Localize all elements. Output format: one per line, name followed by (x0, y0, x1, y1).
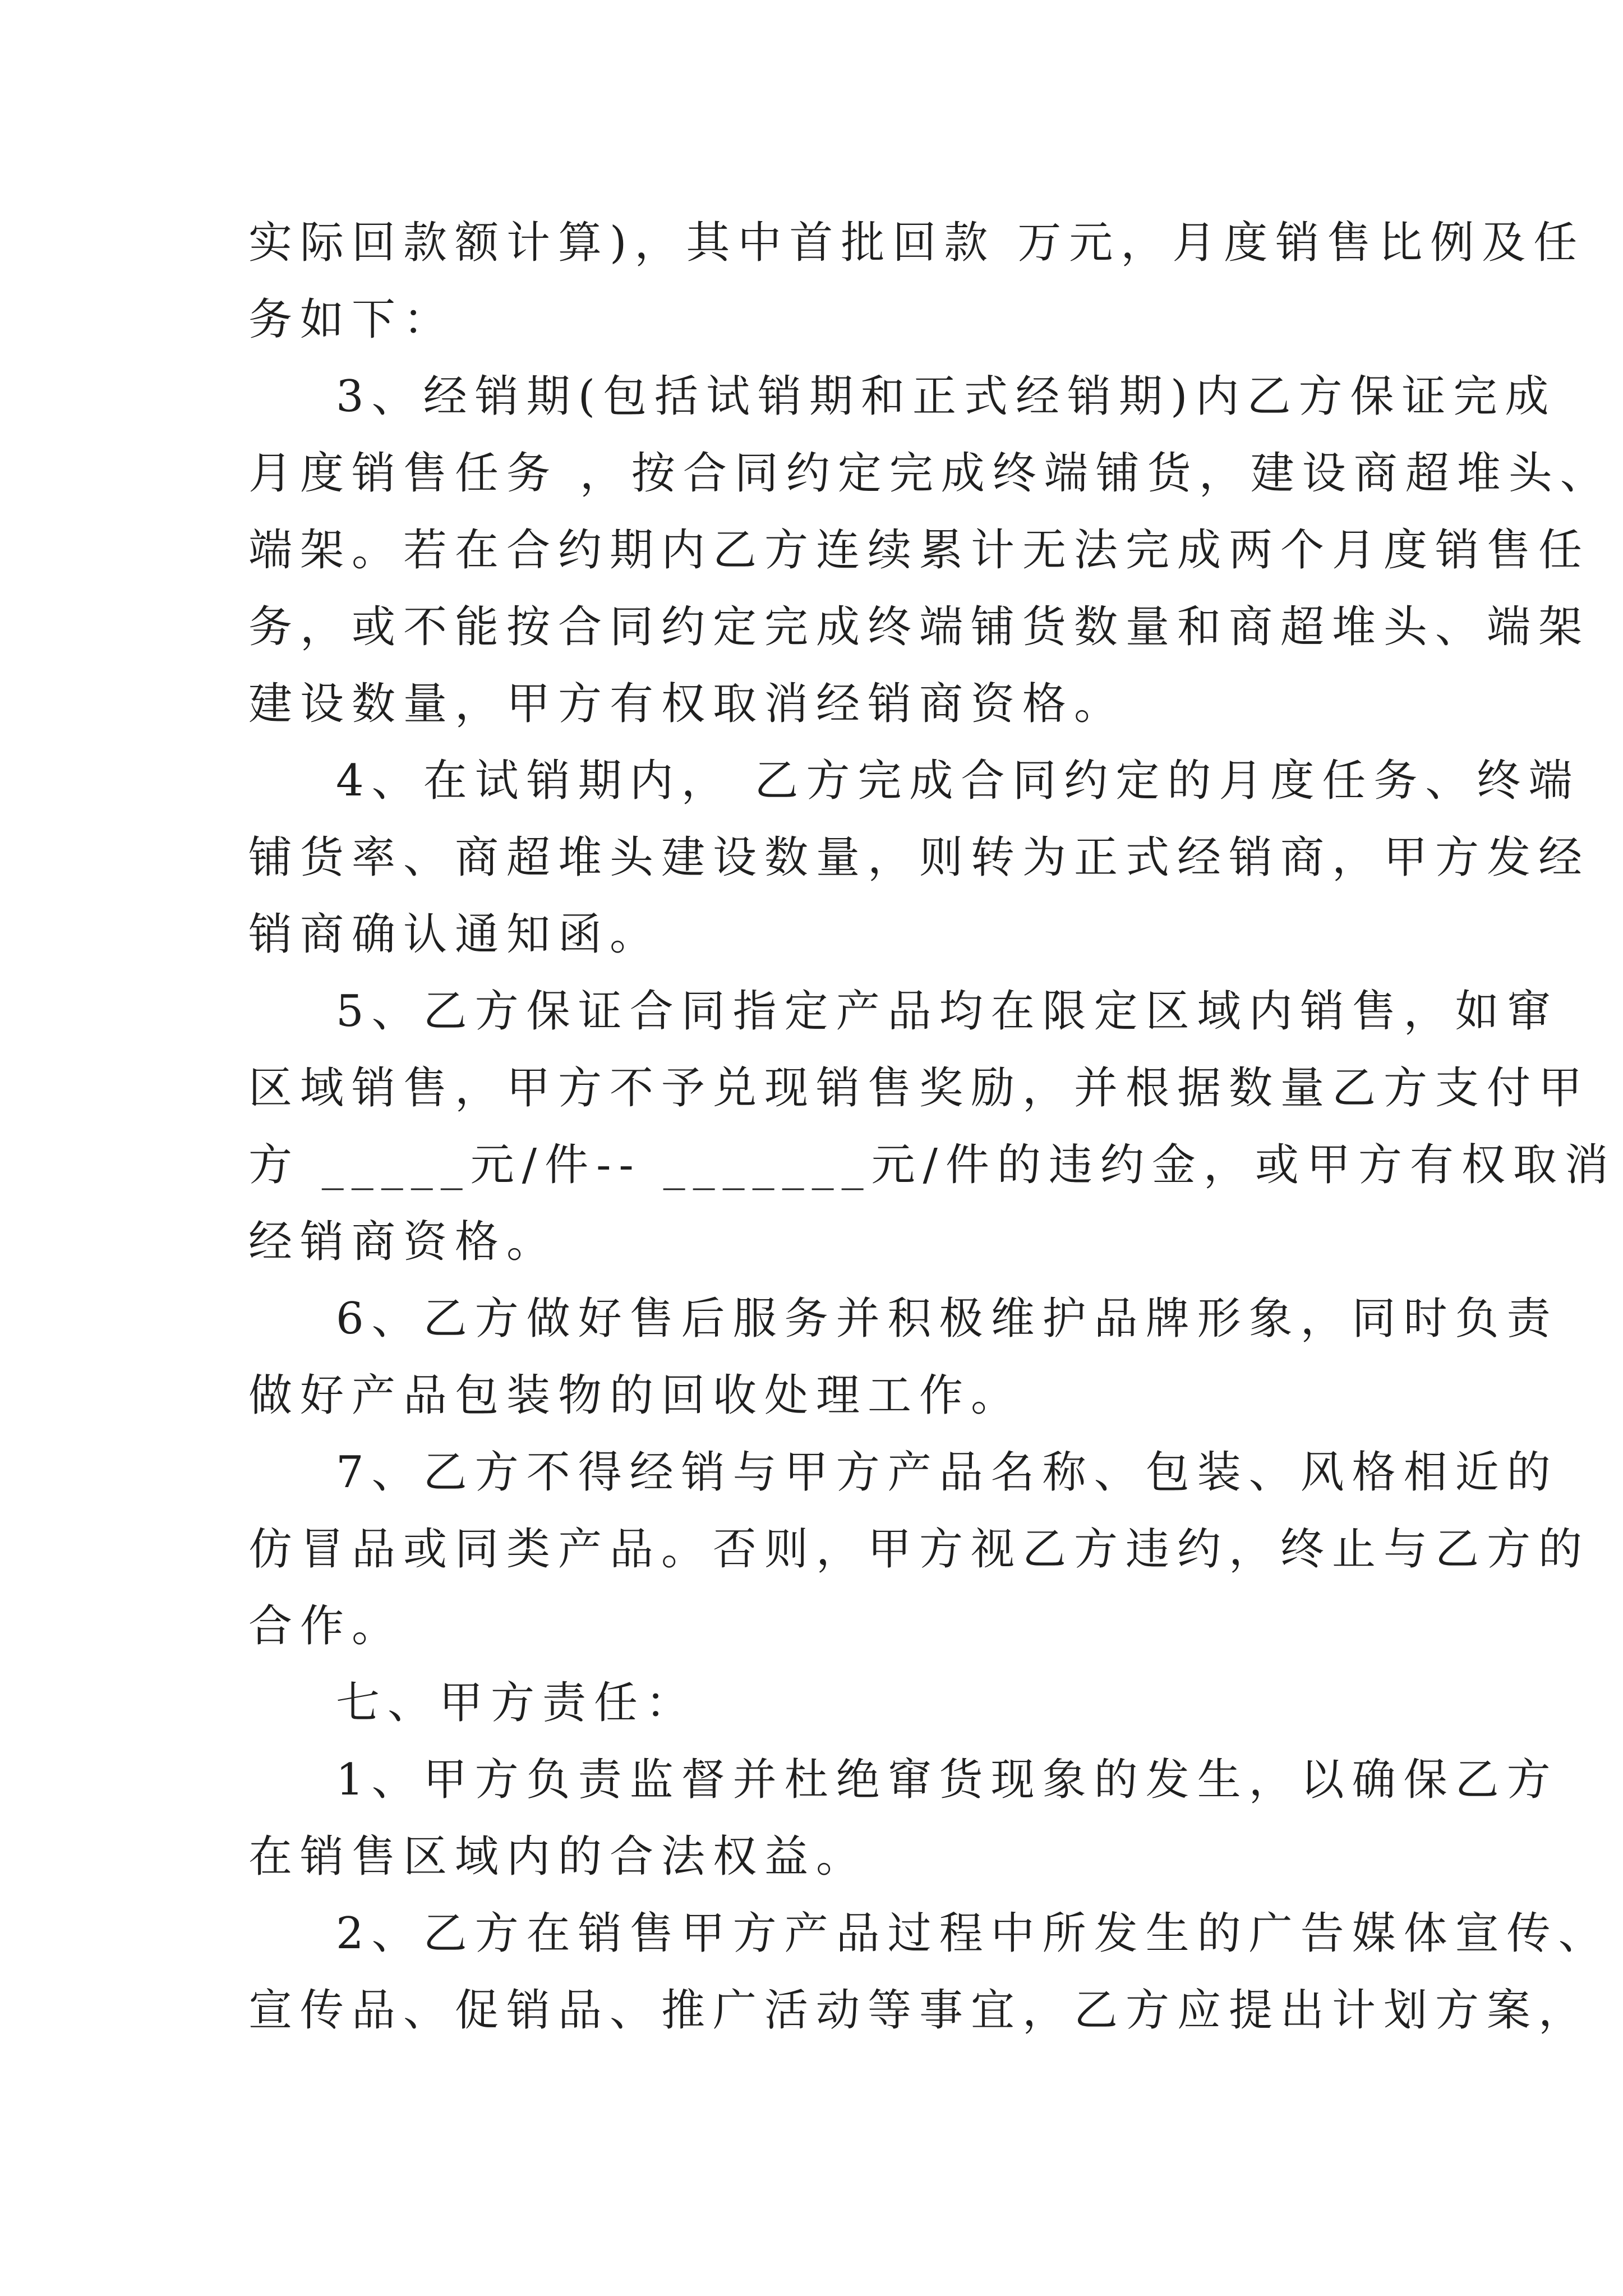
clause-7-line: 7、乙方不得经销与甲方产品名称、包装、风格相近的 (336, 1447, 1559, 1498)
text-line: 合作。 (248, 1601, 404, 1651)
text-line: 在销售区域内的合法权益。 (248, 1832, 868, 1882)
clause-3-line: 3、经销期(包括试销期和正式经销期)内乙方保证完成 (336, 371, 1557, 422)
clause-5-line: 5、乙方保证合同指定产品均在限定区域内销售，如窜 (336, 986, 1559, 1037)
text-line: 务如下： (248, 295, 455, 345)
text-line: 端架。若在合约期内乙方连续累计无法完成两个月度销售任 (248, 525, 1590, 576)
text-line: 方 _____元/件-- _______元/件的违约金，或甲方有权取消 (248, 1140, 1616, 1190)
text-line: 经销商资格。 (248, 1217, 559, 1267)
text-line: 区域销售，甲方不予兑现销售奖励，并根据数量乙方支付甲 (248, 1063, 1590, 1114)
clause-4-line: 4、在试销期内， 乙方完成合同约定的月度任务、终端 (336, 756, 1580, 806)
text-line: 月度销售任务 ，按合同约定完成终端铺货，建设商超堆头、 (248, 448, 1612, 499)
text-line: 销商确认通知函。 (248, 909, 662, 960)
text-line: 务，或不能按合同约定完成终端铺货数量和商超堆头、端架 (248, 602, 1590, 652)
text-line: 宣传品、促销品、推广活动等事宜，乙方应提出计划方案， (248, 1985, 1590, 2036)
text-line: 铺货率、商超堆头建设数量，则转为正式经销商，甲方发经 (248, 832, 1590, 883)
section-heading: 七、甲方责任： (336, 1678, 698, 1728)
text-line: 仿冒品或同类产品。否则，甲方视乙方违约，终止与乙方的 (248, 1524, 1590, 1575)
text-line: 做好产品包装物的回收处理工作。 (248, 1370, 1023, 1421)
text-line: 实际回款额计算)，其中首批回款 万元，月度销售比例及任 (248, 218, 1585, 268)
clause-1-line: 1、甲方负责监督并杜绝窜货现象的发生，以确保乙方 (336, 1755, 1559, 1805)
text-line: 建设数量，甲方有权取消经销商资格。 (248, 679, 1126, 729)
clause-6-line: 6、乙方做好售后服务并积极维护品牌形象，同时负责 (336, 1294, 1559, 1344)
clause-2-line: 2、乙方在销售甲方产品过程中所发生的广告媒体宣传、 (336, 1908, 1610, 1959)
document-body (248, 205, 1616, 2049)
